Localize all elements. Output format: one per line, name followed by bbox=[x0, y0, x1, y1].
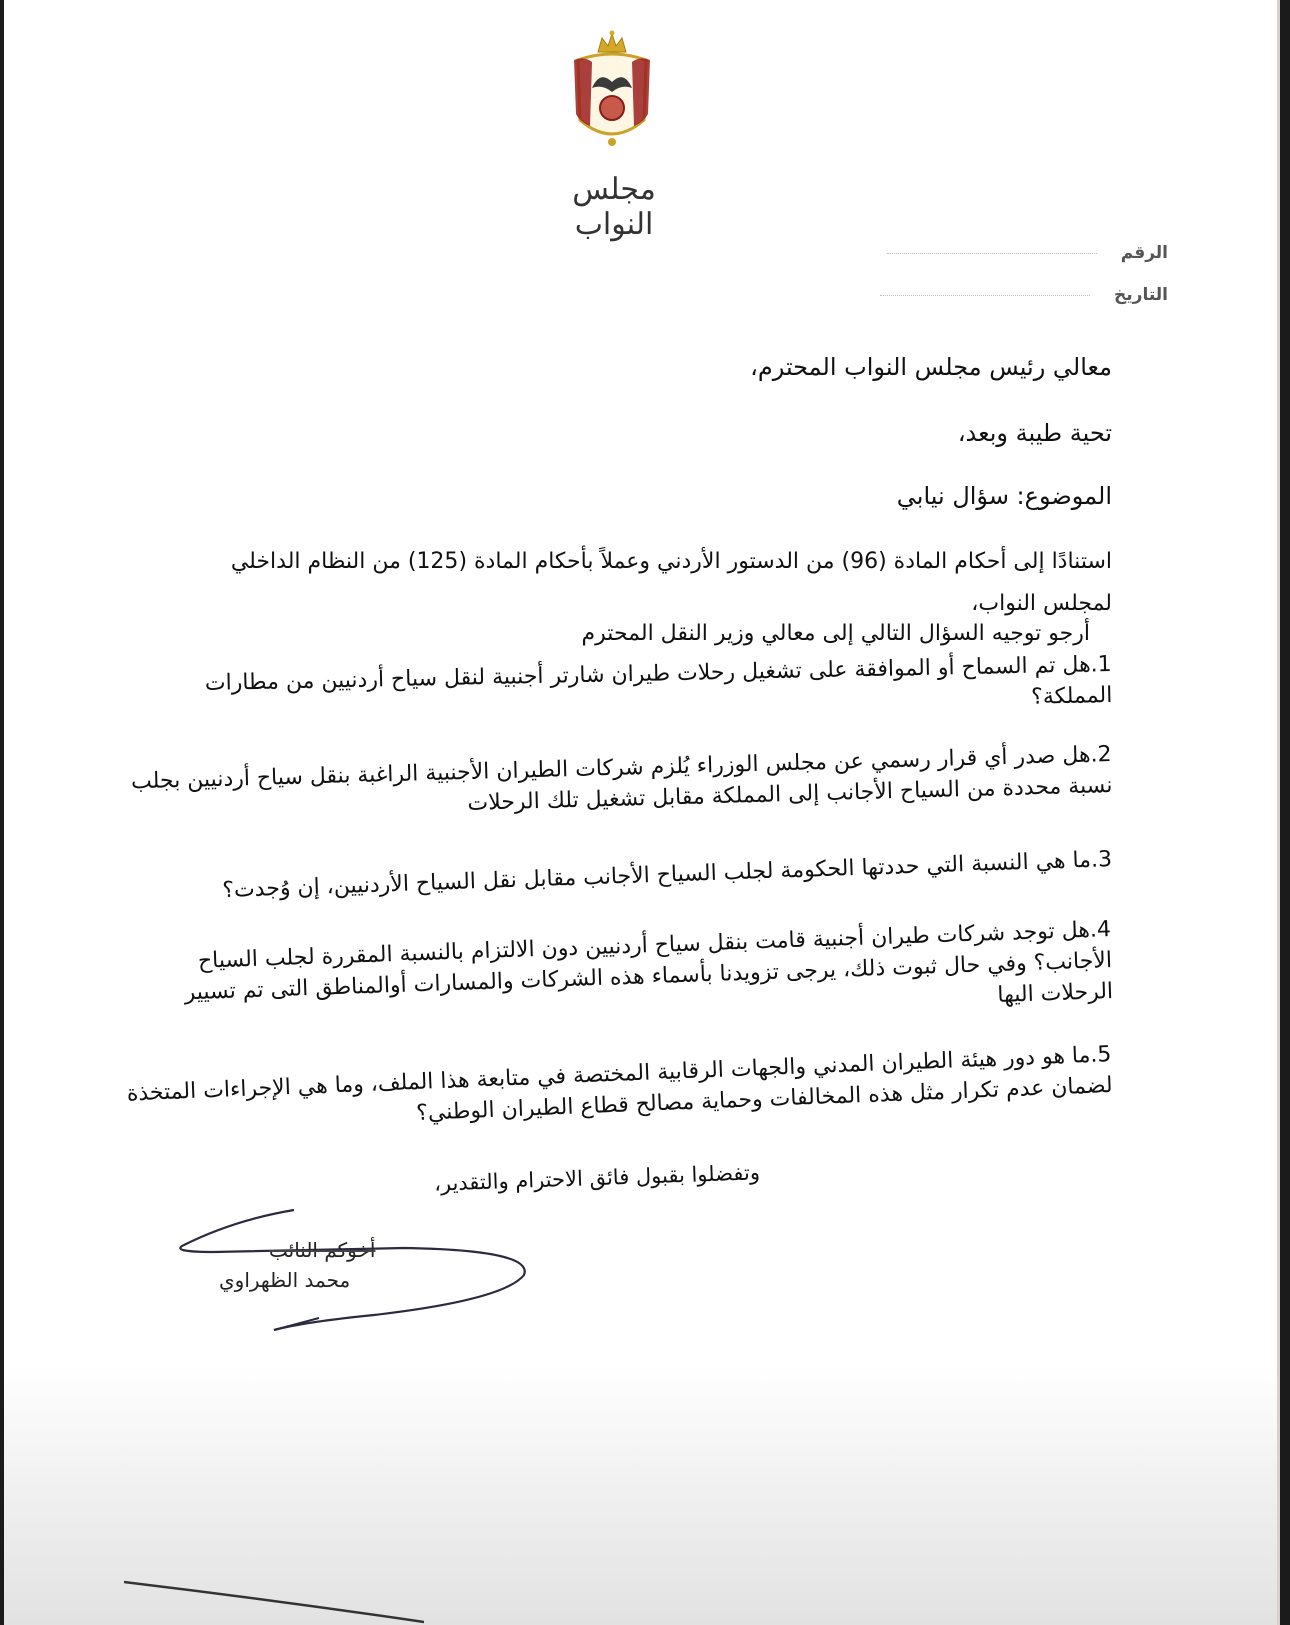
parliament-logo-text: مجلس النواب bbox=[572, 172, 656, 242]
reference-label: الرقم bbox=[1120, 243, 1168, 263]
question-number: 2. bbox=[1090, 742, 1112, 768]
signature-title: أخوكم النائب bbox=[269, 1238, 376, 1262]
subject-line: الموضوع: سؤال نيابي bbox=[896, 482, 1112, 510]
salutation: معالي رئيس مجلس النواب المحترم، bbox=[750, 353, 1112, 381]
question-text: ما هي النسبة التي حددتها الحكومة لجلب السياح الأجانب مقابل نقل السياح الأردنيين، إن وُجدت؟ bbox=[221, 847, 1092, 904]
coat-of-arms-emblem bbox=[564, 30, 660, 160]
question-item bbox=[122, 650, 1113, 732]
signature-block bbox=[174, 1200, 544, 1340]
question-text: هل توجد شركات طيران أجنبية قامت بنقل سياح أردنيين دون الالتزام بالنسبة المقررة لجلب السياح الأجانب؟ وفي حال ثبوت ذلك، يرجى تزويدنا بأسماء هذه الشركات والمسارات أوالمناطق التى تم تسيير الرحلات اليها bbox=[184, 917, 1114, 1008]
question-item bbox=[122, 740, 1113, 829]
question-number: 4. bbox=[1089, 917, 1112, 943]
date-label: التاريخ bbox=[1114, 285, 1168, 305]
question-number: 1. bbox=[1090, 652, 1112, 678]
reference-number-field bbox=[887, 243, 1168, 263]
question-item bbox=[121, 915, 1114, 1042]
intro-paragraph-continued: لمجلس النواب، bbox=[971, 591, 1112, 616]
question-item bbox=[122, 1040, 1114, 1141]
question-text: هل صدر أي قرار رسمي عن مجلس الوزراء يُلزم شركات الطيران الأجنبية الراغبة بنقل سياح أردنيين بجلب نسبة محددة من السياح الأجانب إلى المملكة مقابل تشغيل تلك الرحلات bbox=[130, 742, 1113, 816]
greeting: تحية طيبة وبعد، bbox=[957, 419, 1112, 447]
pen-stroke-mark bbox=[124, 1580, 424, 1625]
signatory-name: محمد الظهراوي bbox=[219, 1268, 351, 1292]
reference-blank-line bbox=[887, 253, 1097, 254]
question-number: 5. bbox=[1089, 1042, 1112, 1068]
question-text: هل تم السماح أو الموافقة على تشغيل رحلات طيران شارتر أجنبية لنقل سياح أردنيين من مطارات المملكة؟ bbox=[204, 652, 1113, 710]
question-number: 3. bbox=[1090, 847, 1113, 873]
date-field bbox=[880, 285, 1168, 305]
crown-icon bbox=[598, 31, 626, 53]
letter-page bbox=[4, 0, 1280, 1625]
intro-paragraph: استنادًا إلى أحكام المادة (96) من الدستور الأردني وعملاً بأحكام المادة (125) من النظام الداخلي bbox=[230, 549, 1112, 574]
request-line: أرجو توجيه السؤال التالي إلى معالي وزير النقل المحترم bbox=[581, 621, 1090, 646]
closing-line: وتفضلوا بقبول فائق الاحترام والتقدير، bbox=[433, 1160, 761, 1196]
question-item bbox=[122, 845, 1112, 910]
question-text: ما هو دور هيئة الطيران المدني والجهات الرقابية المختصة في متابعة هذا الملف، وما هي الإجراءات المتخذة لضمان عدم تكرار مثل هذه المخالفات وحماية مصالح قطاع الطيران الوطني؟ bbox=[126, 1042, 1114, 1126]
date-blank-line bbox=[880, 295, 1090, 296]
